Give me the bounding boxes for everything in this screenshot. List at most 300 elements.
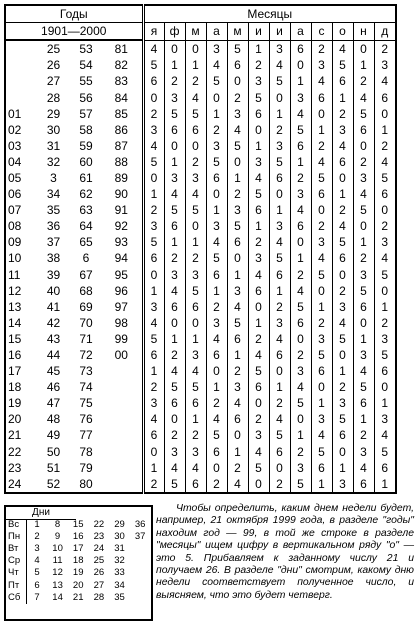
day-number: 24 (93, 543, 105, 555)
year-cell (101, 411, 143, 427)
month-code-cell: 3 (353, 267, 374, 283)
year-cell: 13 (5, 299, 36, 315)
month-code-cell: 5 (143, 331, 164, 347)
month-header: а (290, 23, 311, 41)
month-code-cell: 3 (185, 444, 206, 460)
month-code-cell: 3 (311, 331, 332, 347)
year-cell: 26 (46, 58, 61, 73)
month-code-cell: 3 (290, 186, 311, 202)
year-cell: 56 (79, 90, 93, 105)
month-code-cell: 1 (227, 347, 248, 363)
month-code-cell: 6 (290, 40, 311, 57)
month-code-cell: 2 (227, 186, 248, 202)
month-code-cell: 2 (332, 379, 353, 395)
month-code-cell: 3 (332, 122, 353, 138)
month-header: о (332, 23, 353, 41)
month-code-cell: 4 (332, 315, 353, 331)
month-code-cell: 3 (353, 347, 374, 363)
month-code-cell: 0 (206, 460, 227, 476)
month-code-cell: 6 (374, 363, 396, 379)
year-cell: 76 (79, 412, 93, 427)
month-code-cell: 2 (143, 202, 164, 218)
year-cell: 00 (101, 347, 143, 363)
year-cell: 62 (79, 187, 93, 202)
month-code-cell: 0 (206, 186, 227, 202)
month-code-cell: 5 (164, 476, 185, 493)
month-code-cell: 0 (206, 363, 227, 379)
year-cell: 65 (79, 235, 93, 250)
day-number: 12 (52, 567, 63, 579)
day-number: 17 (72, 543, 84, 555)
year-month-table (4, 4, 397, 494)
month-code-cell: 3 (332, 395, 353, 411)
month-code-cell: 3 (143, 299, 164, 315)
month-code-cell: 0 (374, 106, 396, 122)
month-code-cell: 1 (227, 170, 248, 186)
year-cell: 40 (46, 283, 61, 298)
month-code-cell: 1 (374, 395, 396, 411)
month-code-cell: 5 (248, 460, 269, 476)
month-code-cell: 0 (311, 106, 332, 122)
year-cell: 96 (101, 283, 143, 299)
day-number: 19 (72, 567, 84, 579)
month-code-cell: 1 (353, 331, 374, 347)
month-code-cell: 6 (290, 218, 311, 234)
month-code-cell: 0 (227, 73, 248, 89)
month-code-cell: 1 (185, 411, 206, 427)
month-code-cell: 0 (332, 444, 353, 460)
month-code-cell: 5 (353, 106, 374, 122)
table-row (5, 154, 396, 170)
month-code-cell: 1 (164, 234, 185, 250)
month-code-cell: 2 (332, 106, 353, 122)
year-cell (101, 395, 143, 411)
year-cell: 75 (79, 396, 93, 411)
month-code-cell: 4 (374, 154, 396, 170)
table-row (5, 363, 396, 379)
month-code-cell: 5 (269, 250, 290, 266)
month-header: ф (164, 23, 185, 41)
month-code-cell: 4 (185, 363, 206, 379)
month-code-cell: 2 (227, 363, 248, 379)
month-code-cell: 6 (143, 347, 164, 363)
month-code-cell: 3 (143, 395, 164, 411)
month-code-cell: 1 (311, 299, 332, 315)
day-number: 34 (114, 579, 125, 591)
year-cell: 53 (79, 42, 93, 57)
month-code-cell: 0 (374, 283, 396, 299)
day-number: 25 (93, 555, 105, 567)
month-code-cell: 5 (332, 411, 353, 427)
month-code-cell: 2 (269, 395, 290, 411)
year-cell: 35 (46, 203, 61, 218)
day-number: 28 (93, 591, 105, 603)
year-cell: 82 (101, 57, 143, 73)
month-code-cell: 3 (227, 283, 248, 299)
year-cell: 73 (79, 364, 93, 379)
years-range: 1901—2000 (5, 23, 143, 41)
month-code-cell: 4 (269, 331, 290, 347)
year-cell (5, 73, 36, 89)
month-code-cell: 6 (185, 395, 206, 411)
day-number (130, 579, 151, 591)
month-code-cell: 4 (353, 89, 374, 105)
table-row (5, 40, 396, 57)
month-code-cell: 4 (290, 379, 311, 395)
month-code-cell: 4 (290, 106, 311, 122)
month-code-cell: 6 (164, 299, 185, 315)
month-code-cell: 1 (164, 57, 185, 73)
month-code-cell: 6 (353, 395, 374, 411)
day-row (6, 543, 151, 555)
month-code-cell: 3 (185, 267, 206, 283)
year-cell: 50 (46, 444, 61, 459)
year-cell: 43 (46, 331, 61, 346)
year-cell: 30 (46, 122, 61, 137)
month-code-cell: 1 (164, 331, 185, 347)
month-code-cell: 2 (248, 234, 269, 250)
month-code-cell: 4 (353, 363, 374, 379)
month-code-cell: 0 (164, 411, 185, 427)
day-row (6, 555, 151, 567)
year-cell: 52 (36, 476, 71, 493)
year-cell: 70 (79, 315, 93, 330)
month-code-cell: 0 (227, 427, 248, 443)
month-code-cell: 2 (164, 427, 185, 443)
month-code-cell: 5 (353, 283, 374, 299)
days-table (4, 505, 153, 621)
month-code-cell: 0 (311, 202, 332, 218)
month-code-cell: 2 (206, 395, 227, 411)
year-cell: 89 (101, 170, 143, 186)
days-title: Дни (6, 507, 76, 520)
month-code-cell: 5 (332, 234, 353, 250)
month-code-cell: 1 (269, 283, 290, 299)
month-code-cell: 1 (164, 154, 185, 170)
month-code-cell: 3 (269, 138, 290, 154)
month-code-cell: 4 (248, 170, 269, 186)
year-cell: 36 (46, 219, 61, 234)
day-number: 31 (114, 543, 125, 555)
month-code-cell: 6 (290, 315, 311, 331)
month-code-cell: 1 (248, 138, 269, 154)
year-cell: 79 (79, 460, 93, 475)
month-code-cell: 4 (143, 411, 164, 427)
month-code-cell: 5 (227, 315, 248, 331)
table-row (5, 170, 396, 186)
month-code-cell: 0 (143, 267, 164, 283)
month-code-cell: 0 (227, 250, 248, 266)
year-cell: 49 (46, 428, 61, 443)
month-code-cell: 6 (269, 444, 290, 460)
day-number: 27 (93, 579, 105, 591)
day-row (6, 531, 151, 543)
month-code-cell: 1 (248, 315, 269, 331)
month-code-cell: 3 (290, 460, 311, 476)
table-row (5, 73, 396, 89)
year-cell: 97 (101, 299, 143, 315)
year-cell: 19 (5, 395, 36, 411)
month-code-cell: 4 (269, 57, 290, 73)
table-row (5, 186, 396, 202)
month-code-cell: 6 (185, 476, 206, 493)
year-cell: 94 (101, 250, 143, 266)
month-code-cell: 0 (164, 138, 185, 154)
month-code-cell: 2 (143, 476, 164, 493)
year-cell: 67 (79, 267, 93, 282)
month-code-cell: 3 (353, 170, 374, 186)
month-code-cell: 3 (143, 218, 164, 234)
year-cell: 06 (5, 186, 36, 202)
month-code-cell: 1 (290, 250, 311, 266)
year-cell: 39 (46, 267, 61, 282)
month-code-cell: 5 (290, 299, 311, 315)
month-code-cell: 1 (311, 395, 332, 411)
month-code-cell: 0 (290, 57, 311, 73)
day-number (130, 543, 151, 555)
year-cell: 72 (79, 348, 93, 363)
month-code-cell: 6 (206, 170, 227, 186)
month-code-cell: 5 (374, 444, 396, 460)
day-number: 15 (72, 519, 84, 531)
year-cell: 83 (101, 73, 143, 89)
year-cell: 31 (46, 138, 61, 153)
month-code-cell: 4 (332, 40, 353, 57)
month-code-cell: 5 (164, 379, 185, 395)
month-code-cell: 3 (206, 315, 227, 331)
month-code-cell: 1 (290, 73, 311, 89)
month-header: а (206, 23, 227, 41)
month-code-cell: 2 (290, 170, 311, 186)
month-code-cell: 2 (269, 122, 290, 138)
month-code-cell: 4 (353, 460, 374, 476)
month-code-cell: 4 (290, 283, 311, 299)
month-code-cell: 5 (248, 363, 269, 379)
month-code-cell: 1 (185, 234, 206, 250)
year-cell: 29 (46, 106, 61, 121)
month-code-cell: 1 (290, 427, 311, 443)
month-code-cell: 6 (353, 122, 374, 138)
month-code-cell: 6 (248, 283, 269, 299)
month-code-cell: 0 (269, 460, 290, 476)
month-code-cell: 6 (185, 299, 206, 315)
month-code-cell: 3 (311, 234, 332, 250)
month-code-cell: 1 (353, 411, 374, 427)
month-code-cell: 2 (353, 154, 374, 170)
year-cell (101, 379, 143, 395)
month-code-cell: 5 (311, 444, 332, 460)
month-code-cell: 5 (185, 202, 206, 218)
month-code-cell: 5 (164, 106, 185, 122)
month-code-cell: 3 (374, 411, 396, 427)
month-code-cell: 6 (353, 299, 374, 315)
month-code-cell: 2 (185, 154, 206, 170)
year-cell: 45 (46, 364, 61, 379)
day-number: 33 (114, 567, 125, 579)
month-code-cell: 3 (143, 122, 164, 138)
table-row (5, 395, 396, 411)
year-cell: 98 (101, 315, 143, 331)
month-code-cell: 1 (332, 186, 353, 202)
month-code-cell: 4 (311, 250, 332, 266)
month-code-cell: 0 (248, 395, 269, 411)
year-cell: 71 (79, 331, 93, 346)
month-code-cell: 0 (332, 170, 353, 186)
month-code-cell: 0 (374, 379, 396, 395)
year-cell: 6 (82, 251, 90, 266)
year-cell: 10 (5, 250, 36, 266)
year-cell: 99 (101, 331, 143, 347)
table-row (5, 347, 396, 363)
table-row (5, 379, 396, 395)
month-code-cell: 2 (374, 138, 396, 154)
year-cell: 77 (79, 428, 93, 443)
month-code-cell: 3 (374, 331, 396, 347)
year-cell (5, 57, 36, 73)
month-code-cell: 6 (332, 427, 353, 443)
month-code-cell: 2 (206, 476, 227, 493)
month-code-cell: 0 (143, 170, 164, 186)
table-row (5, 57, 396, 73)
day-number: 7 (34, 591, 40, 603)
day-name: Вс (6, 519, 26, 531)
month-code-cell: 5 (311, 170, 332, 186)
month-code-cell: 5 (311, 267, 332, 283)
day-number (130, 592, 151, 604)
day-number: 36 (134, 519, 146, 531)
month-code-cell: 4 (143, 40, 164, 57)
year-cell: 37 (46, 235, 61, 250)
year-cell: 24 (5, 476, 36, 493)
month-code-cell: 6 (206, 444, 227, 460)
month-code-cell: 3 (206, 138, 227, 154)
year-cell: 27 (46, 74, 61, 89)
month-code-cell: 1 (248, 218, 269, 234)
table-row (5, 299, 396, 315)
year-cell: 78 (79, 444, 93, 459)
day-number: 26 (93, 567, 105, 579)
table-row (5, 460, 396, 476)
month-code-cell: 4 (248, 444, 269, 460)
year-cell: 84 (101, 89, 143, 105)
month-code-cell: 0 (164, 315, 185, 331)
table-row (5, 122, 396, 138)
year-cell: 18 (5, 379, 36, 395)
month-header: м (227, 23, 248, 41)
table-row (5, 106, 396, 122)
year-cell: 21 (5, 427, 36, 443)
month-code-cell: 0 (269, 186, 290, 202)
month-code-cell: 4 (227, 395, 248, 411)
day-number: 30 (114, 531, 125, 543)
month-code-cell: 0 (185, 315, 206, 331)
month-code-cell: 3 (248, 250, 269, 266)
month-code-cell: 1 (311, 476, 332, 493)
day-name: Чт (6, 567, 26, 579)
month-code-cell: 1 (227, 444, 248, 460)
month-code-cell: 2 (206, 299, 227, 315)
month-code-cell: 3 (269, 218, 290, 234)
month-code-cell: 4 (206, 57, 227, 73)
day-name: Пт (6, 579, 26, 591)
year-cell: 42 (46, 315, 61, 330)
years-title: Годы (5, 5, 143, 23)
month-code-cell: 1 (206, 202, 227, 218)
month-code-cell: 2 (374, 40, 396, 57)
year-cell: 16 (5, 347, 36, 363)
day-number: 14 (52, 591, 63, 603)
year-cell: 04 (5, 154, 36, 170)
month-code-cell: 6 (164, 395, 185, 411)
month-code-cell: 6 (374, 460, 396, 476)
month-code-cell: 2 (227, 460, 248, 476)
month-code-cell: 3 (269, 315, 290, 331)
month-code-cell: 3 (164, 170, 185, 186)
month-code-cell: 5 (248, 186, 269, 202)
month-code-cell: 0 (353, 138, 374, 154)
month-code-cell: 3 (185, 347, 206, 363)
year-cell: 05 (5, 170, 36, 186)
month-code-cell: 3 (164, 89, 185, 105)
day-number: 3 (34, 543, 40, 555)
day-number: 1 (34, 519, 40, 531)
year-cell: 17 (5, 363, 36, 379)
month-code-cell: 1 (227, 267, 248, 283)
month-code-cell: 5 (353, 202, 374, 218)
month-code-cell: 4 (206, 331, 227, 347)
month-code-cell: 4 (164, 363, 185, 379)
month-code-cell: 3 (248, 154, 269, 170)
month-code-cell: 3 (332, 476, 353, 493)
month-code-cell: 2 (269, 299, 290, 315)
table-row (5, 234, 396, 250)
table-row (5, 331, 396, 347)
day-row (6, 519, 151, 531)
month-code-cell: 4 (332, 218, 353, 234)
month-code-cell: 0 (143, 89, 164, 105)
month-code-cell: 2 (185, 427, 206, 443)
month-code-cell: 3 (206, 218, 227, 234)
month-code-cell: 5 (206, 427, 227, 443)
year-cell: 15 (5, 331, 36, 347)
month-code-cell: 5 (143, 154, 164, 170)
month-header: м (185, 23, 206, 41)
year-cell: 14 (5, 315, 36, 331)
year-cell: 74 (79, 380, 93, 395)
year-cell: 22 (5, 444, 36, 460)
month-code-cell: 3 (311, 411, 332, 427)
day-number: 35 (114, 591, 125, 603)
month-code-cell: 2 (248, 57, 269, 73)
month-code-cell: 3 (227, 106, 248, 122)
day-number: 10 (52, 543, 63, 555)
month-code-cell: 4 (227, 476, 248, 493)
year-cell: 51 (46, 460, 61, 475)
month-code-cell: 4 (332, 138, 353, 154)
month-code-cell: 4 (185, 89, 206, 105)
year-cell: 55 (79, 74, 93, 89)
month-code-cell: 5 (227, 138, 248, 154)
month-code-cell: 2 (143, 106, 164, 122)
month-code-cell: 4 (248, 347, 269, 363)
day-name: Сб (6, 592, 26, 604)
month-code-cell: 1 (185, 331, 206, 347)
year-cell: 47 (46, 396, 61, 411)
month-code-cell: 6 (206, 347, 227, 363)
year-cell: 80 (71, 476, 101, 493)
year-cell: 28 (46, 90, 61, 105)
month-code-cell: 6 (311, 89, 332, 105)
